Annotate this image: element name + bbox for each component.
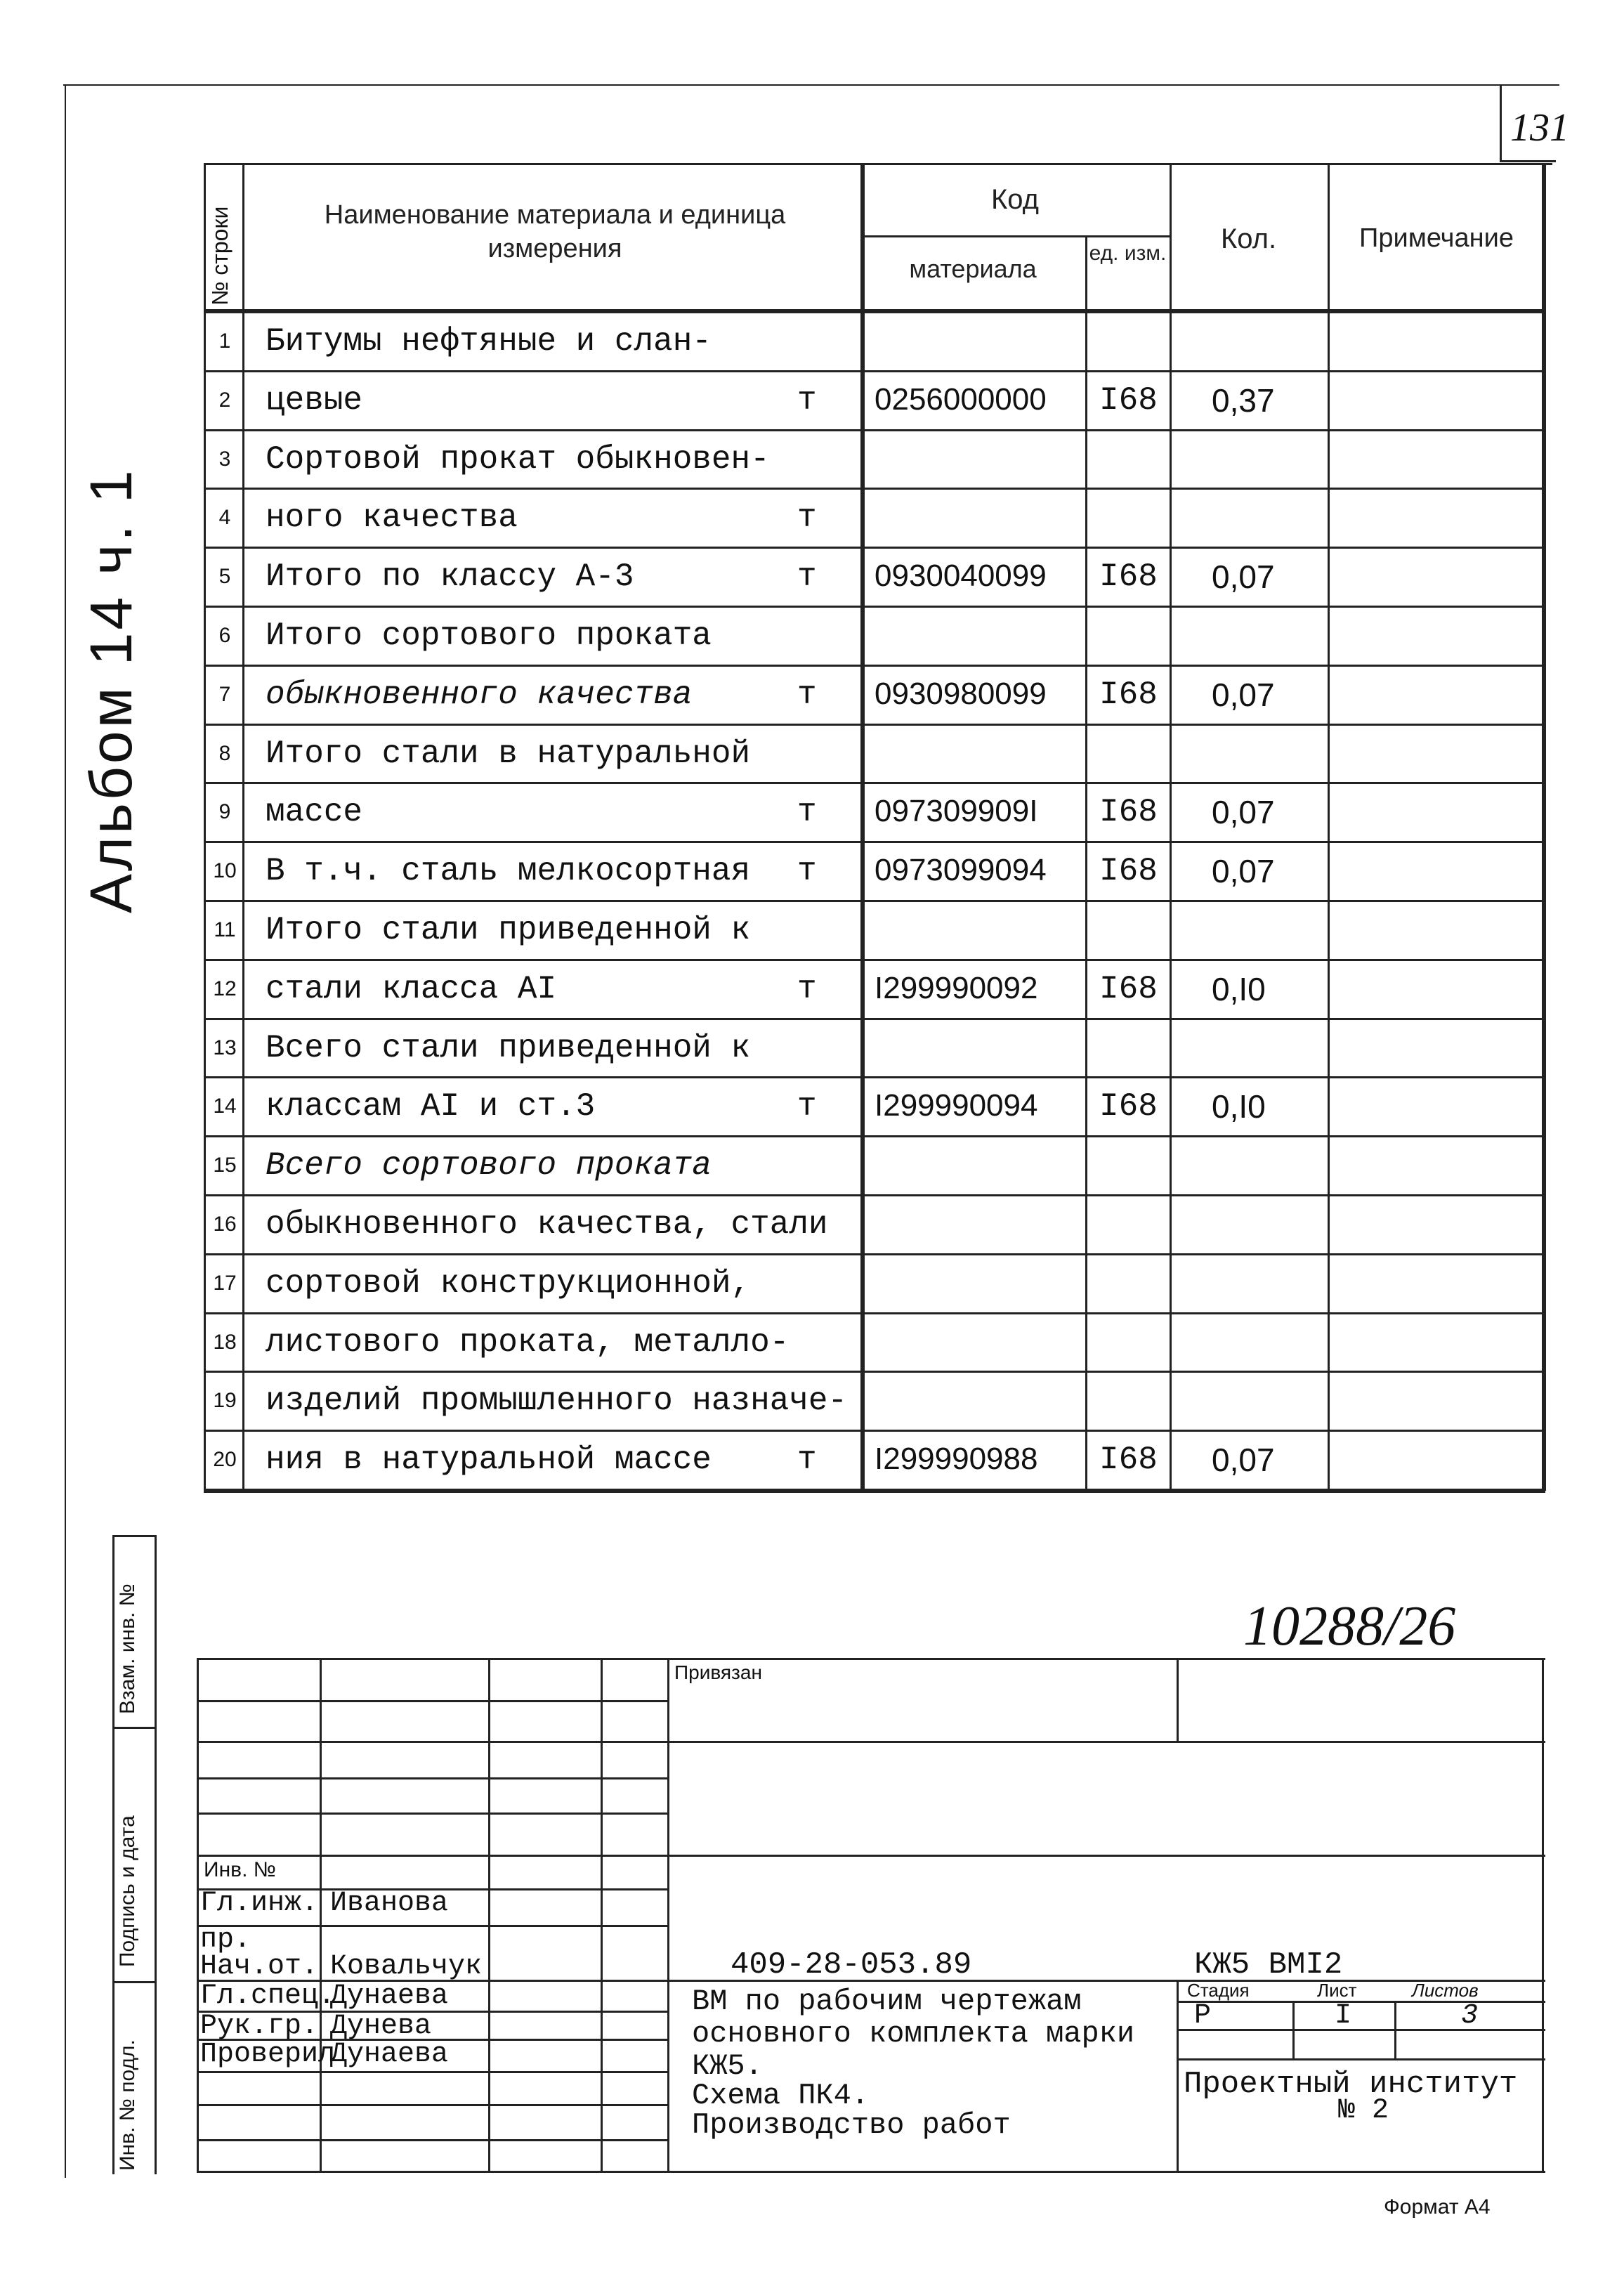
stamp-v-2 xyxy=(320,1658,322,2171)
stamp-line-1 xyxy=(197,1658,1545,1660)
row-code: 0256000000 xyxy=(875,382,1047,417)
mark-code: КЖ5 ВМI2 xyxy=(1194,1947,1343,1983)
row-name: Всего сортового проката xyxy=(266,1147,712,1184)
row-unit-symbol: т xyxy=(797,1088,817,1125)
signer-role: Проверил xyxy=(200,2039,336,2070)
row-separator xyxy=(204,1135,1545,1137)
row-unit-symbol: т xyxy=(797,382,817,419)
table-top-line xyxy=(204,163,1552,165)
page-number-box-left xyxy=(1500,84,1502,162)
row-name: изделий промышленного назначе- xyxy=(266,1383,848,1419)
label-stage: Стадия xyxy=(1187,1980,1250,2001)
row-name: Всего стали приведенной к xyxy=(266,1030,751,1066)
row-code: 0973099094 xyxy=(875,853,1047,887)
signer-name: Ковальчук xyxy=(330,1951,483,1983)
header-material: материала xyxy=(909,254,1037,283)
row-unit-symbol: т xyxy=(797,794,817,830)
row-name: Сортовой прокат обыкновен- xyxy=(266,441,770,478)
row-qty: 0,07 xyxy=(1212,1442,1275,1478)
row-unit-symbol: т xyxy=(797,499,817,536)
table-left-line xyxy=(204,163,206,1491)
rownum-col-line xyxy=(242,163,244,1491)
row-qty: 0,07 xyxy=(1212,794,1275,830)
row-separator xyxy=(204,959,1545,961)
signer-name: Иванова xyxy=(330,1888,449,1919)
stamp-line-12 xyxy=(197,2071,667,2073)
table-right-line xyxy=(1542,163,1546,1491)
row-unit-symbol: т xyxy=(797,559,817,595)
row-number: 19 xyxy=(213,1389,237,1412)
row-qty: 0,07 xyxy=(1212,677,1275,713)
row-unit-code: I68 xyxy=(1099,559,1158,595)
row-unit-code: I68 xyxy=(1099,1088,1158,1125)
code-col-left xyxy=(860,163,865,1491)
row-number: 3 xyxy=(218,448,231,471)
row-separator xyxy=(204,429,1545,431)
header-code: Код xyxy=(990,184,1039,215)
stamp-v-right xyxy=(1542,1658,1544,2171)
row-unit-code: I68 xyxy=(1099,853,1158,889)
title-line-4: Схема ПК4. xyxy=(692,2079,870,2112)
row-qty: 0,I0 xyxy=(1212,1088,1266,1125)
row-name: Итого стали приведенной к xyxy=(266,912,751,948)
stamp-v-6 xyxy=(1177,1658,1179,1742)
label-sheet: Лист xyxy=(1317,1980,1357,2001)
row-separator xyxy=(204,900,1545,902)
row-number: 1 xyxy=(218,329,231,353)
row-unit-code: I68 xyxy=(1099,677,1158,713)
unit-col-left xyxy=(1085,235,1087,1491)
stamp-line-13 xyxy=(197,2104,667,2106)
row-separator xyxy=(204,841,1545,843)
stamp-strip-mid xyxy=(155,1535,157,2174)
row-separator xyxy=(204,547,1545,549)
stamp-v-5 xyxy=(667,1658,669,2171)
row-qty: 0,07 xyxy=(1212,853,1275,889)
stamp-strip-left xyxy=(112,1535,114,2174)
stamp-line-6 xyxy=(197,1855,1545,1857)
row-separator xyxy=(204,1430,1545,1432)
row-code: 097309909I xyxy=(875,794,1038,828)
stamp-v-7 xyxy=(1177,1980,1179,2171)
stamp-v-4 xyxy=(601,1658,603,2171)
frame-top xyxy=(63,84,1559,86)
row-number: 11 xyxy=(214,918,236,941)
row-separator xyxy=(204,724,1545,726)
row-separator xyxy=(204,1371,1545,1373)
row-number: 18 xyxy=(213,1331,237,1354)
row-qty: 0,07 xyxy=(1212,559,1275,595)
row-unit-symbol: т xyxy=(797,677,817,713)
row-unit-symbol: т xyxy=(797,853,817,889)
stamp-line-bottom xyxy=(197,2171,1545,2173)
signer-role: Гл.инж. xyxy=(200,1888,319,1919)
row-number: 20 xyxy=(213,1448,237,1471)
code-subheader-line xyxy=(860,235,1170,237)
row-name: классам АI и ст.3 xyxy=(266,1088,596,1125)
row-qty: 0,I0 xyxy=(1212,971,1266,1007)
row-number: 2 xyxy=(218,388,231,412)
label-inv-podl: Инв. № подл. xyxy=(116,2039,139,2171)
stamp-v-9 xyxy=(1394,2001,1396,2058)
row-name: сортовой конструкционной, xyxy=(266,1265,751,1302)
label-podpis-data: Подпись и дата xyxy=(116,1815,139,1967)
row-separator xyxy=(204,488,1545,490)
stamp-strip-sep1 xyxy=(112,1727,155,1729)
title-line-2: основного комплекта марки xyxy=(692,2017,1135,2051)
row-number: 10 xyxy=(213,859,237,882)
stamp-line-14 xyxy=(197,2139,667,2141)
row-number: 17 xyxy=(213,1272,237,1295)
row-number: 15 xyxy=(213,1154,237,1177)
page-number-box-bottom xyxy=(1500,160,1556,162)
row-name: ного качества xyxy=(266,499,518,536)
row-unit-code: I68 xyxy=(1099,794,1158,830)
stamp-strip-top xyxy=(112,1535,155,1537)
row-separator xyxy=(204,1018,1545,1020)
row-name: обыкновенного качества, стали xyxy=(266,1206,828,1243)
stamp-line-3 xyxy=(197,1741,1545,1743)
handwritten-number: 10288/26 xyxy=(1243,1595,1456,1657)
row-unit-code: I68 xyxy=(1099,971,1158,1007)
header-bottom-line xyxy=(204,309,1545,313)
qty-col-left xyxy=(1170,163,1172,1491)
header-name: Наименование материала и единица измерения xyxy=(324,200,786,263)
signer-role: Рук.гр. xyxy=(200,2011,319,2042)
row-code: 0930980099 xyxy=(875,677,1047,711)
row-name: цевые xyxy=(266,382,363,419)
row-code: 0930040099 xyxy=(875,559,1047,593)
signer-name: Дунаева xyxy=(330,2039,449,2070)
signer-role: Гл.спец. xyxy=(200,1980,336,2012)
stamp-line-5 xyxy=(197,1813,667,1815)
title-line-3: КЖ5. xyxy=(692,2049,763,2083)
row-number: 14 xyxy=(213,1095,237,1118)
stamp-strip-sep2 xyxy=(112,1981,155,1983)
row-name: Итого по классу А-3 xyxy=(266,559,634,595)
format-label: Формат А4 xyxy=(1384,2195,1491,2219)
sheets-value: 3 xyxy=(1461,2000,1479,2032)
label-privyazan: Привязан xyxy=(674,1661,762,1683)
label-inv-no: Инв. № xyxy=(204,1858,276,1881)
album-side-title: Альбом 14 ч. 1 xyxy=(78,467,144,913)
row-name: стали класса АI xyxy=(266,971,557,1007)
stamp-v-1 xyxy=(197,1658,199,2171)
row-number: 13 xyxy=(213,1036,237,1059)
row-code: I299990092 xyxy=(875,971,1038,1005)
row-separator xyxy=(204,665,1545,667)
row-number: 6 xyxy=(218,624,231,647)
row-name: Итого сортового проката xyxy=(266,618,712,654)
row-unit-symbol: т xyxy=(797,971,817,1007)
label-vzam-inv: Взам. инв. № xyxy=(116,1583,139,1714)
signer-name: Дунаева xyxy=(330,1980,449,2012)
row-number: 16 xyxy=(213,1213,237,1236)
row-name: В т.ч. сталь мелкосортная xyxy=(266,853,751,889)
row-separator xyxy=(204,1194,1545,1196)
title-line-5: Производство работ xyxy=(692,2108,1011,2142)
row-separator xyxy=(204,782,1545,784)
row-code: I299990988 xyxy=(875,1442,1038,1476)
signer-name: Дунева xyxy=(330,2011,432,2042)
row-name: Битумы нефтяные и слан- xyxy=(266,323,712,360)
row-name: обыкновенного качества xyxy=(266,677,693,713)
stamp-line-2 xyxy=(197,1700,667,1702)
header-unit: ед. изм. xyxy=(1089,242,1167,265)
note-col-left xyxy=(1328,163,1330,1491)
frame-left xyxy=(65,84,66,2178)
row-code: I299990094 xyxy=(875,1088,1038,1123)
sheet-value: I xyxy=(1335,2000,1352,2032)
label-sheets: Листов xyxy=(1412,1980,1479,2001)
header-row-no: № строки xyxy=(207,206,233,306)
header-note: Примечание xyxy=(1359,223,1514,253)
org-line-2: № 2 xyxy=(1338,2095,1389,2127)
row-separator xyxy=(204,370,1545,372)
stamp-line-8 xyxy=(197,1925,667,1927)
row-separator xyxy=(204,1312,1545,1314)
signer-role: Нач.от. xyxy=(200,1951,319,1983)
stamp-v-3 xyxy=(488,1658,490,2171)
page-number: 131 xyxy=(1510,106,1569,150)
stamp-stage-line-2 xyxy=(1177,2029,1545,2031)
row-name: ния в натуральной массе xyxy=(266,1442,712,1478)
row-number: 12 xyxy=(213,977,237,1000)
stamp-stage-line-3 xyxy=(1177,2058,1545,2060)
row-name: Итого стали в натуральной xyxy=(266,736,751,772)
row-number: 5 xyxy=(218,565,231,588)
row-separator xyxy=(204,1489,1545,1493)
row-unit-code: I68 xyxy=(1099,382,1158,419)
row-separator xyxy=(204,1076,1545,1078)
header-qty: Кол. xyxy=(1220,223,1277,254)
stamp-v-8 xyxy=(1292,2001,1295,2058)
row-number: 4 xyxy=(218,506,231,529)
row-number: 8 xyxy=(218,742,231,765)
stage-value: Р xyxy=(1194,2000,1212,2032)
org-line-1: Проектный институт xyxy=(1184,2067,1518,2102)
signer-role: пр. xyxy=(200,1924,251,1956)
row-separator xyxy=(204,606,1545,608)
title-line-1: ВМ по рабочим чертежам xyxy=(692,1985,1082,2018)
row-qty: 0,37 xyxy=(1212,382,1275,419)
row-name: листового проката, металло- xyxy=(266,1324,790,1361)
row-number: 9 xyxy=(218,800,231,823)
doc-code: 409-28-053.89 xyxy=(731,1947,972,1983)
row-name: массе xyxy=(266,794,363,830)
row-unit-symbol: т xyxy=(797,1442,817,1478)
row-separator xyxy=(204,1253,1545,1255)
stamp-line-4 xyxy=(197,1777,667,1779)
row-number: 7 xyxy=(218,683,231,706)
row-unit-code: I68 xyxy=(1099,1442,1158,1478)
